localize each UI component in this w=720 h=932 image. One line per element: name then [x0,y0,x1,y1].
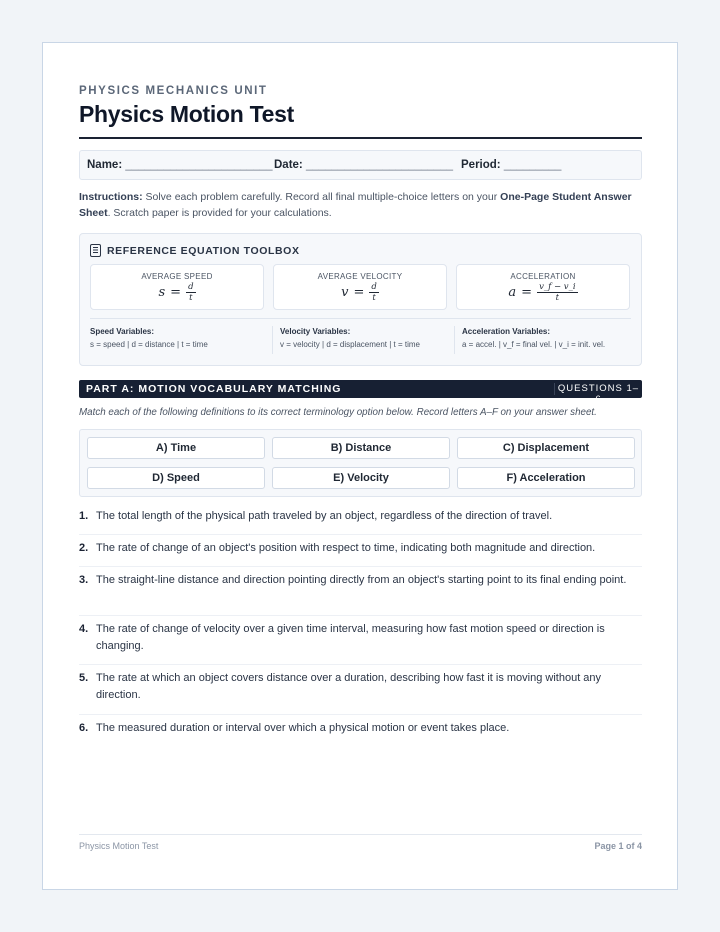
page-title: Physics Motion Test [79,101,294,127]
part-a-title: PART A: MOTION VOCABULARY MATCHING [86,383,342,395]
toolbox-heading [90,244,300,257]
instructions-text-1: Solve each problem carefully. Record all final multiple-choice letters on your [142,191,501,203]
question-number: 2. [79,542,89,554]
formula-equals: = [521,285,533,300]
variables-title: Speed Variables: [90,327,155,336]
velocity-formula [274,282,446,303]
formula-fraction [186,282,195,303]
question-text: The straight-line distance and direction pointing directly from an object's starting point to its final ending point. [96,574,627,586]
velocity-variables [280,327,455,349]
formula-lhs: a [508,285,517,300]
velocity-equation-card [273,264,447,310]
question-divider [79,664,642,665]
option-f-acceleration[interactable]: F) Acceleration [457,467,635,489]
title-divider [79,137,642,139]
question-divider [79,714,642,715]
question-number: 5. [79,672,89,684]
variables-description: a = accel. | v_f = final vel. | v_i = init. vel. [462,340,606,349]
acceleration-formula [457,282,629,303]
question-number: 3. [79,574,89,586]
footer-divider [79,834,642,835]
variables-separator [272,326,273,354]
date-blank[interactable]: _______________________ [305,159,454,171]
test-page [42,42,678,890]
option-c-displacement[interactable]: C) Displacement [457,437,635,459]
option-a-time[interactable]: A) Time [87,437,265,459]
question-item [79,572,642,589]
toolbox-title: REFERENCE EQUATION TOOLBOX [107,244,300,257]
question-item [79,720,642,737]
question-number: 4. [79,623,89,635]
toolbox-divider [90,318,631,319]
question-divider [79,615,642,616]
speed-variables [90,327,265,349]
student-info-box [79,150,642,180]
question-number: 1. [79,510,89,522]
question-item [79,508,642,525]
name-field[interactable] [87,159,272,171]
date-label: Date: [274,159,303,171]
acceleration-equation-card [456,264,630,310]
formula-lhs: s [158,285,166,300]
question-divider [79,534,642,535]
variables-separator [454,326,455,354]
date-field[interactable] [274,159,453,171]
fraction-denominator: t [372,293,376,303]
fraction-numerator: v_f − v_i [539,282,576,292]
variables-title: Acceleration Variables: [462,327,551,336]
question-text: The rate at which an object covers distance over a duration, describing how fast it is moving without any direction. [96,672,602,701]
formula-fraction [369,282,378,303]
fraction-numerator: d [371,282,377,292]
part-a-instruction: Match each of the following definitions to its correct terminology option below. Record letters A–F on your answer sheet. [79,407,597,418]
question-text: The total length of the physical path traveled by an object, regardless of the direction of travel. [96,510,553,522]
question-divider [79,566,642,567]
fraction-numerator: d [188,282,194,292]
questions-range: QUESTIONS 1–6 [554,383,642,395]
option-d-speed[interactable]: D) Speed [87,467,265,489]
answer-options-box [79,429,642,497]
option-e-velocity[interactable]: E) Velocity [272,467,450,489]
question-text: The rate of change of velocity over a given time interval, measuring how fast motion speed or direction is changing. [96,623,605,652]
variables-title: Velocity Variables: [280,327,351,336]
name-label: Name: [87,159,123,171]
instructions [79,189,642,221]
question-item [79,670,642,704]
clipboard-icon [90,244,101,257]
fraction-denominator: t [555,293,560,303]
equation-label: AVERAGE SPEED [141,272,213,281]
acceleration-variables [462,327,637,349]
equation-toolbox [79,233,642,366]
answer-sheet-reference: One-Page Student Answer Sheet [79,191,632,219]
formula-equals: = [353,285,365,300]
period-field[interactable] [461,159,561,171]
period-blank[interactable]: _________ [503,159,562,171]
formula-equals: = [170,285,182,300]
question-text: The rate of change of an object's position with respect to time, indicating both magnitude and direction. [96,542,596,554]
speed-equation-card [90,264,264,310]
name-blank[interactable]: _______________________ [125,159,273,171]
footer-title: Physics Motion Test [79,841,159,851]
period-label: Period: [461,159,501,171]
instructions-text-2: . Scratch paper is provided for your calculations. [107,207,332,219]
variables-description: v = velocity | d = displacement | t = time [280,340,420,349]
fraction-denominator: t [189,293,193,303]
question-text: The measured duration or interval over which a physical motion or event takes place. [96,722,510,734]
formula-fraction [537,282,578,303]
speed-formula [91,282,263,303]
unit-label: PHYSICS MECHANICS UNIT [79,85,268,97]
page-number: Page 1 of 4 [594,841,642,851]
formula-lhs: v [341,285,349,300]
instructions-lead: Instructions: [79,191,143,203]
question-number: 6. [79,722,89,734]
question-item [79,621,642,655]
equation-label: AVERAGE VELOCITY [317,272,403,281]
equation-label: ACCELERATION [510,272,576,281]
option-b-distance[interactable]: B) Distance [272,437,450,459]
question-item [79,540,642,557]
part-a-header [79,380,642,405]
variables-description: s = speed | d = distance | t = time [90,340,208,349]
